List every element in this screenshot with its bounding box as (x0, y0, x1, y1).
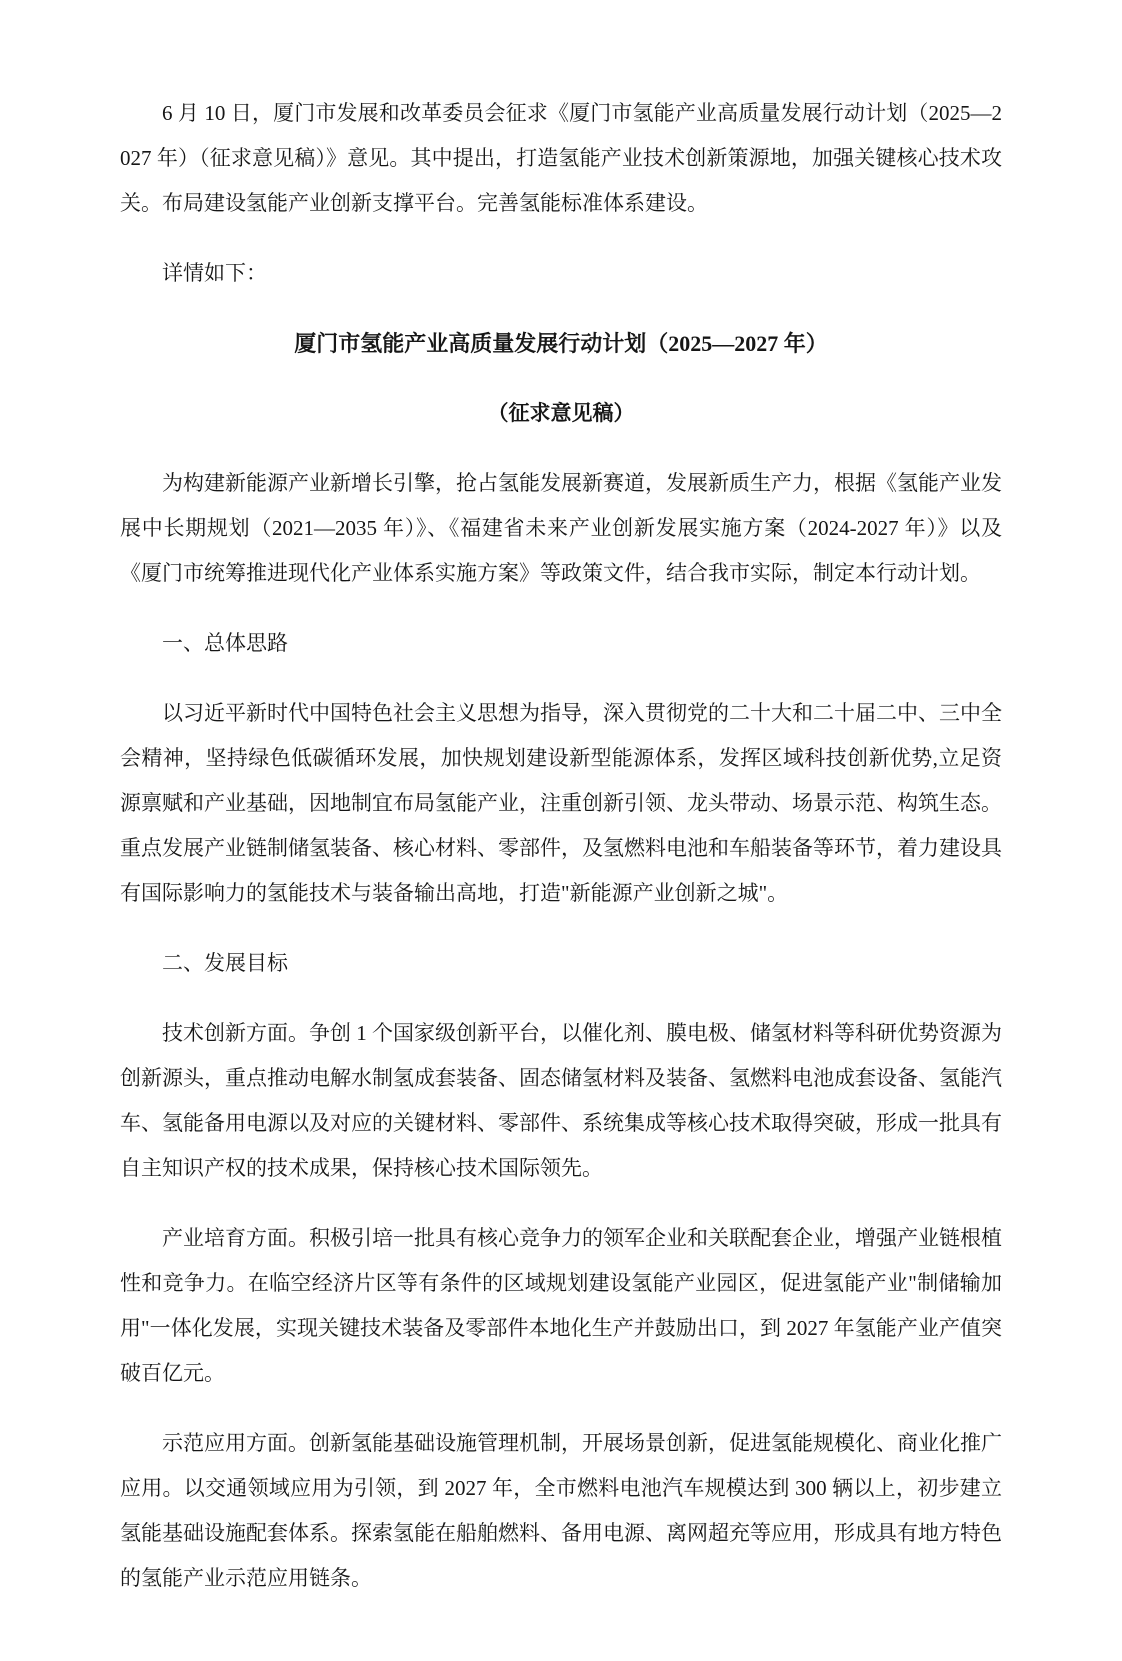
document-title: 厦门市氢能产业高质量发展行动计划（2025—2027 年） (294, 331, 828, 356)
section-heading: 一、总体思路 (162, 631, 288, 655)
section-heading: 二、发展目标 (162, 951, 288, 975)
paragraph: 详情如下： (162, 261, 267, 285)
paragraph: 6 月 10 日，厦门市发展和改革委员会征求《厦门市氢能产业高质量发展行动计划（2025—2027 年）（征求意见稿）》意见。其中提出，打造氢能产业技术创新策源地，加强关键核心技术攻关。布局建设氢能产业创新支撑平台。完善氢能标准体系建设。 (120, 101, 1002, 215)
paragraph: 产业培育方面。积极引培一批具有核心竞争力的领军企业和关联配套企业，增强产业链根植性和竞争力。在临空经济片区等有条件的区域规划建设氢能产业园区，促进氢能产业"制储输加用"一体化发展，实现关键技术装备及零部件本地化生产并鼓励出口，到 2027 年氢能产业产值突破百亿元。 (120, 1226, 1002, 1385)
paragraph: 示范应用方面。创新氢能基础设施管理机制，开展场景创新，促进氢能规模化、商业化推广应用。以交通领域应用为引领，到 2027 年，全市燃料电池汽车规模达到 300 辆以上，初步建立氢能基础设施配套体系。探索氢能在船舶燃料、备用电源、离网超充等应用，形成具有地方特色的氢能产业示范应用链条。 (120, 1431, 1002, 1590)
paragraph: 为构建新能源产业新增长引擎，抢占氢能发展新赛道，发展新质生产力，根据《氢能产业发展中长期规划（2021—2035 年）》、《福建省未来产业创新发展实施方案（2024-2027 年）》以及《厦门市统筹推进现代化产业体系实施方案》等政策文件，结合我市实际，制定本行动计划。 (120, 471, 1002, 585)
paragraph: 技术创新方面。争创 1 个国家级创新平台，以催化剂、膜电极、储氢材料等科研优势资源为创新源头，重点推动电解水制氢成套装备、固态储氢材料及装备、氢燃料电池成套设备、氢能汽车、氢能备用电源以及对应的关键材料、零部件、系统集成等核心技术取得突破，形成一批具有自主知识产权的技术成果，保持核心技术国际领先。 (120, 1021, 1002, 1180)
document-body (120, 91, 1002, 1601)
document-subtitle: （征求意见稿） (487, 401, 635, 425)
paragraph: 以习近平新时代中国特色社会主义思想为指导，深入贯彻党的二十大和二十届二中、三中全会精神，坚持绿色低碳循环发展，加快规划建设新型能源体系，发挥区域科技创新优势,立足资源禀赋和产业基础，因地制宜布局氢能产业，注重创新引领、龙头带动、场景示范、构筑生态。重点发展产业链制储氢装备、核心材料、零部件，及氢燃料电池和车船装备等环节，着力建设具有国际影响力的氢能技术与装备输出高地，打造"新能源产业创新之城"。 (120, 701, 1002, 905)
